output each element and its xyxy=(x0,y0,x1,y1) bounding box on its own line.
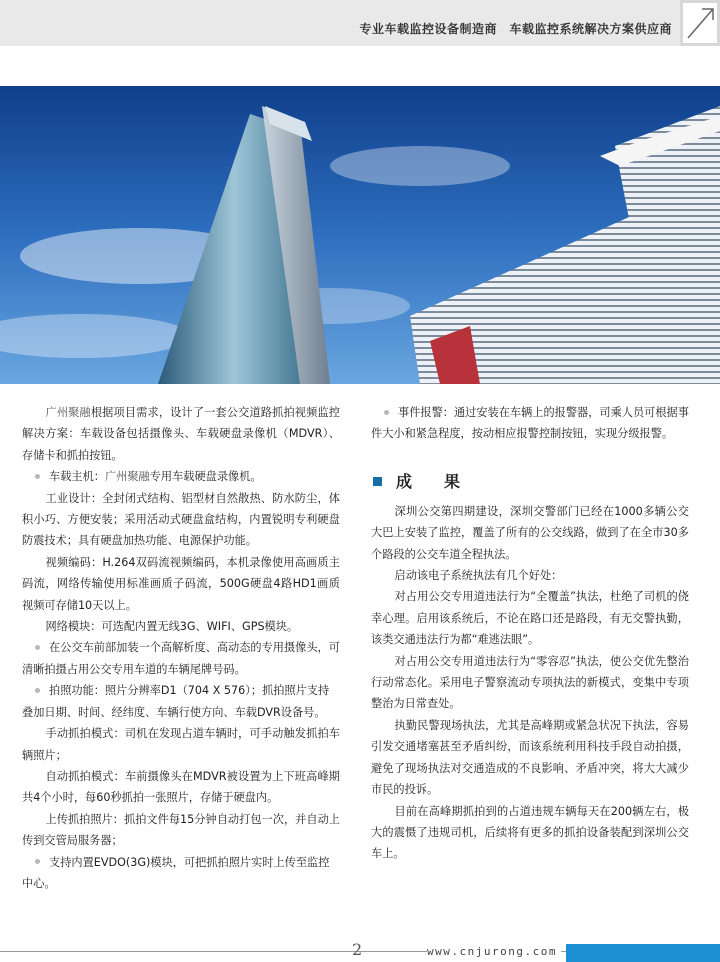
header-tagline: 专业车载监控设备制造商 车载监控系统解决方案供应商 xyxy=(359,22,672,36)
corner-arrow-icon xyxy=(680,0,720,46)
alarm-bullet: 事件报警：通过安装在车辆上的报警器，司乘人员可根据事件大小和紧急程度，按动相应报警控制按钮，实现分级报警。 xyxy=(371,406,689,441)
bullet-dot-icon xyxy=(35,688,40,693)
camera-bullet: 在公交车前部加装一个高解析度、高动态的专用摄像头，可清晰拍摄占用公交专用车道的车辆尾牌号码。 xyxy=(22,641,340,676)
heading-square-icon xyxy=(373,477,382,486)
manual-capture-paragraph: 手动抓拍模式：司机在发现占道车辆时，可手动触发抓拍车辆照片； xyxy=(22,727,340,762)
results-paragraph-2: 启动该电子系统执法有几个好处： xyxy=(394,569,563,583)
right-column xyxy=(371,402,689,865)
page-number: 2 xyxy=(352,940,363,959)
results-paragraph-6: 目前在高峰期抓拍到的占道违规车辆每天在200辆左右，极大的震慑了违规司机，后续将有更多的抓拍设备装配到深圳公交车上。 xyxy=(371,804,689,861)
footer-accent-bar xyxy=(566,944,720,962)
left-column xyxy=(22,402,340,894)
upload-paragraph: 上传抓拍照片：抓拍文件每15分钟自动打包一次，并自动上传到交管局服务器； xyxy=(22,812,340,848)
video-encoding-paragraph: 视频编码：H.264双码流视频编码，本机录像使用高画质主码流，网络传输使用标准画质子码流，500G硬盘4路HD1画质视频可存储10天以上。 xyxy=(22,555,340,612)
network-module-paragraph: 网络模块：可选配内置无线3G、WIFI、GPS模块。 xyxy=(45,620,299,634)
intro-paragraph: 广州聚融根据项目需求，设计了一套公交道路抓拍视频监控解决方案：车载设备包括摄像头、车载硬盘录像机（MDVR）、存储卡和抓拍按钮。 xyxy=(22,406,340,462)
host-bullet: 车载主机：广州聚融专用车载硬盘录像机。 xyxy=(22,466,340,487)
hero-skyscraper-image xyxy=(0,86,720,384)
results-paragraph-3: 对占用公交专用道违法行为“全覆盖”执法，杜绝了司机的侥幸心理。启用该系统后，不论在路口还是路段，有无交警执勤，该类交通违法行为都“难逃法眼”。 xyxy=(371,590,689,647)
results-paragraph-5: 执勤民警现场执法，尤其是高峰期或紧急状况下执法，容易引发交通堵塞甚至矛盾纠纷，而该系统利用科技手段自动拍摄，避免了现场执法对交通造成的不良影响、矛盾冲突，将大大减少市民的投诉。 xyxy=(371,718,689,797)
industrial-design-paragraph: 工业设计：全封闭式结构、铝型材自然散热、防水防尘，体积小巧、方便安装；采用活动式硬盘盒结构，内置锐明专利硬盘防震技术；具有硬盘加热功能、电源保护功能。 xyxy=(22,491,340,548)
results-heading: 成 果 xyxy=(373,471,689,493)
page-header xyxy=(0,0,720,46)
bullet-dot-icon xyxy=(35,474,40,479)
bullet-dot-icon xyxy=(35,859,40,864)
capture-bullet: 拍照功能：照片分辨率D1（704 X 576）；抓拍照片支持叠加日期、时间、经纬度、车辆行使方向、车载DVR设备号。 xyxy=(22,684,330,719)
bullet-dot-icon xyxy=(35,645,40,650)
bullet-dot-icon xyxy=(384,410,389,415)
evdo-bullet: 支持内置EVDO(3G)模块，可把抓拍照片实时上传至监控中心。 xyxy=(22,855,330,890)
brand-name: 广州聚融 xyxy=(45,406,91,419)
footer-url[interactable]: www.cnjurong.com xyxy=(427,945,561,958)
results-paragraph-1: 深圳公交第四期建设，深圳交警部门已经在1000多辆公交大巴上安装了监控，覆盖了所有的公交线路，做到了在全市30多个路段的公交车道全程执法。 xyxy=(371,504,689,561)
auto-capture-paragraph: 自动抓拍模式：车前摄像头在MDVR被设置为上下班高峰期共4个小时，每60秒抓拍一张照片，存储于硬盘内。 xyxy=(22,769,340,805)
results-paragraph-4: 对占用公交专用道违法行为“零容忍”执法，使公交优先整治行动常态化。采用电子警察流动专项执法的新模式，变集中专项整治为日常查处。 xyxy=(371,654,689,711)
